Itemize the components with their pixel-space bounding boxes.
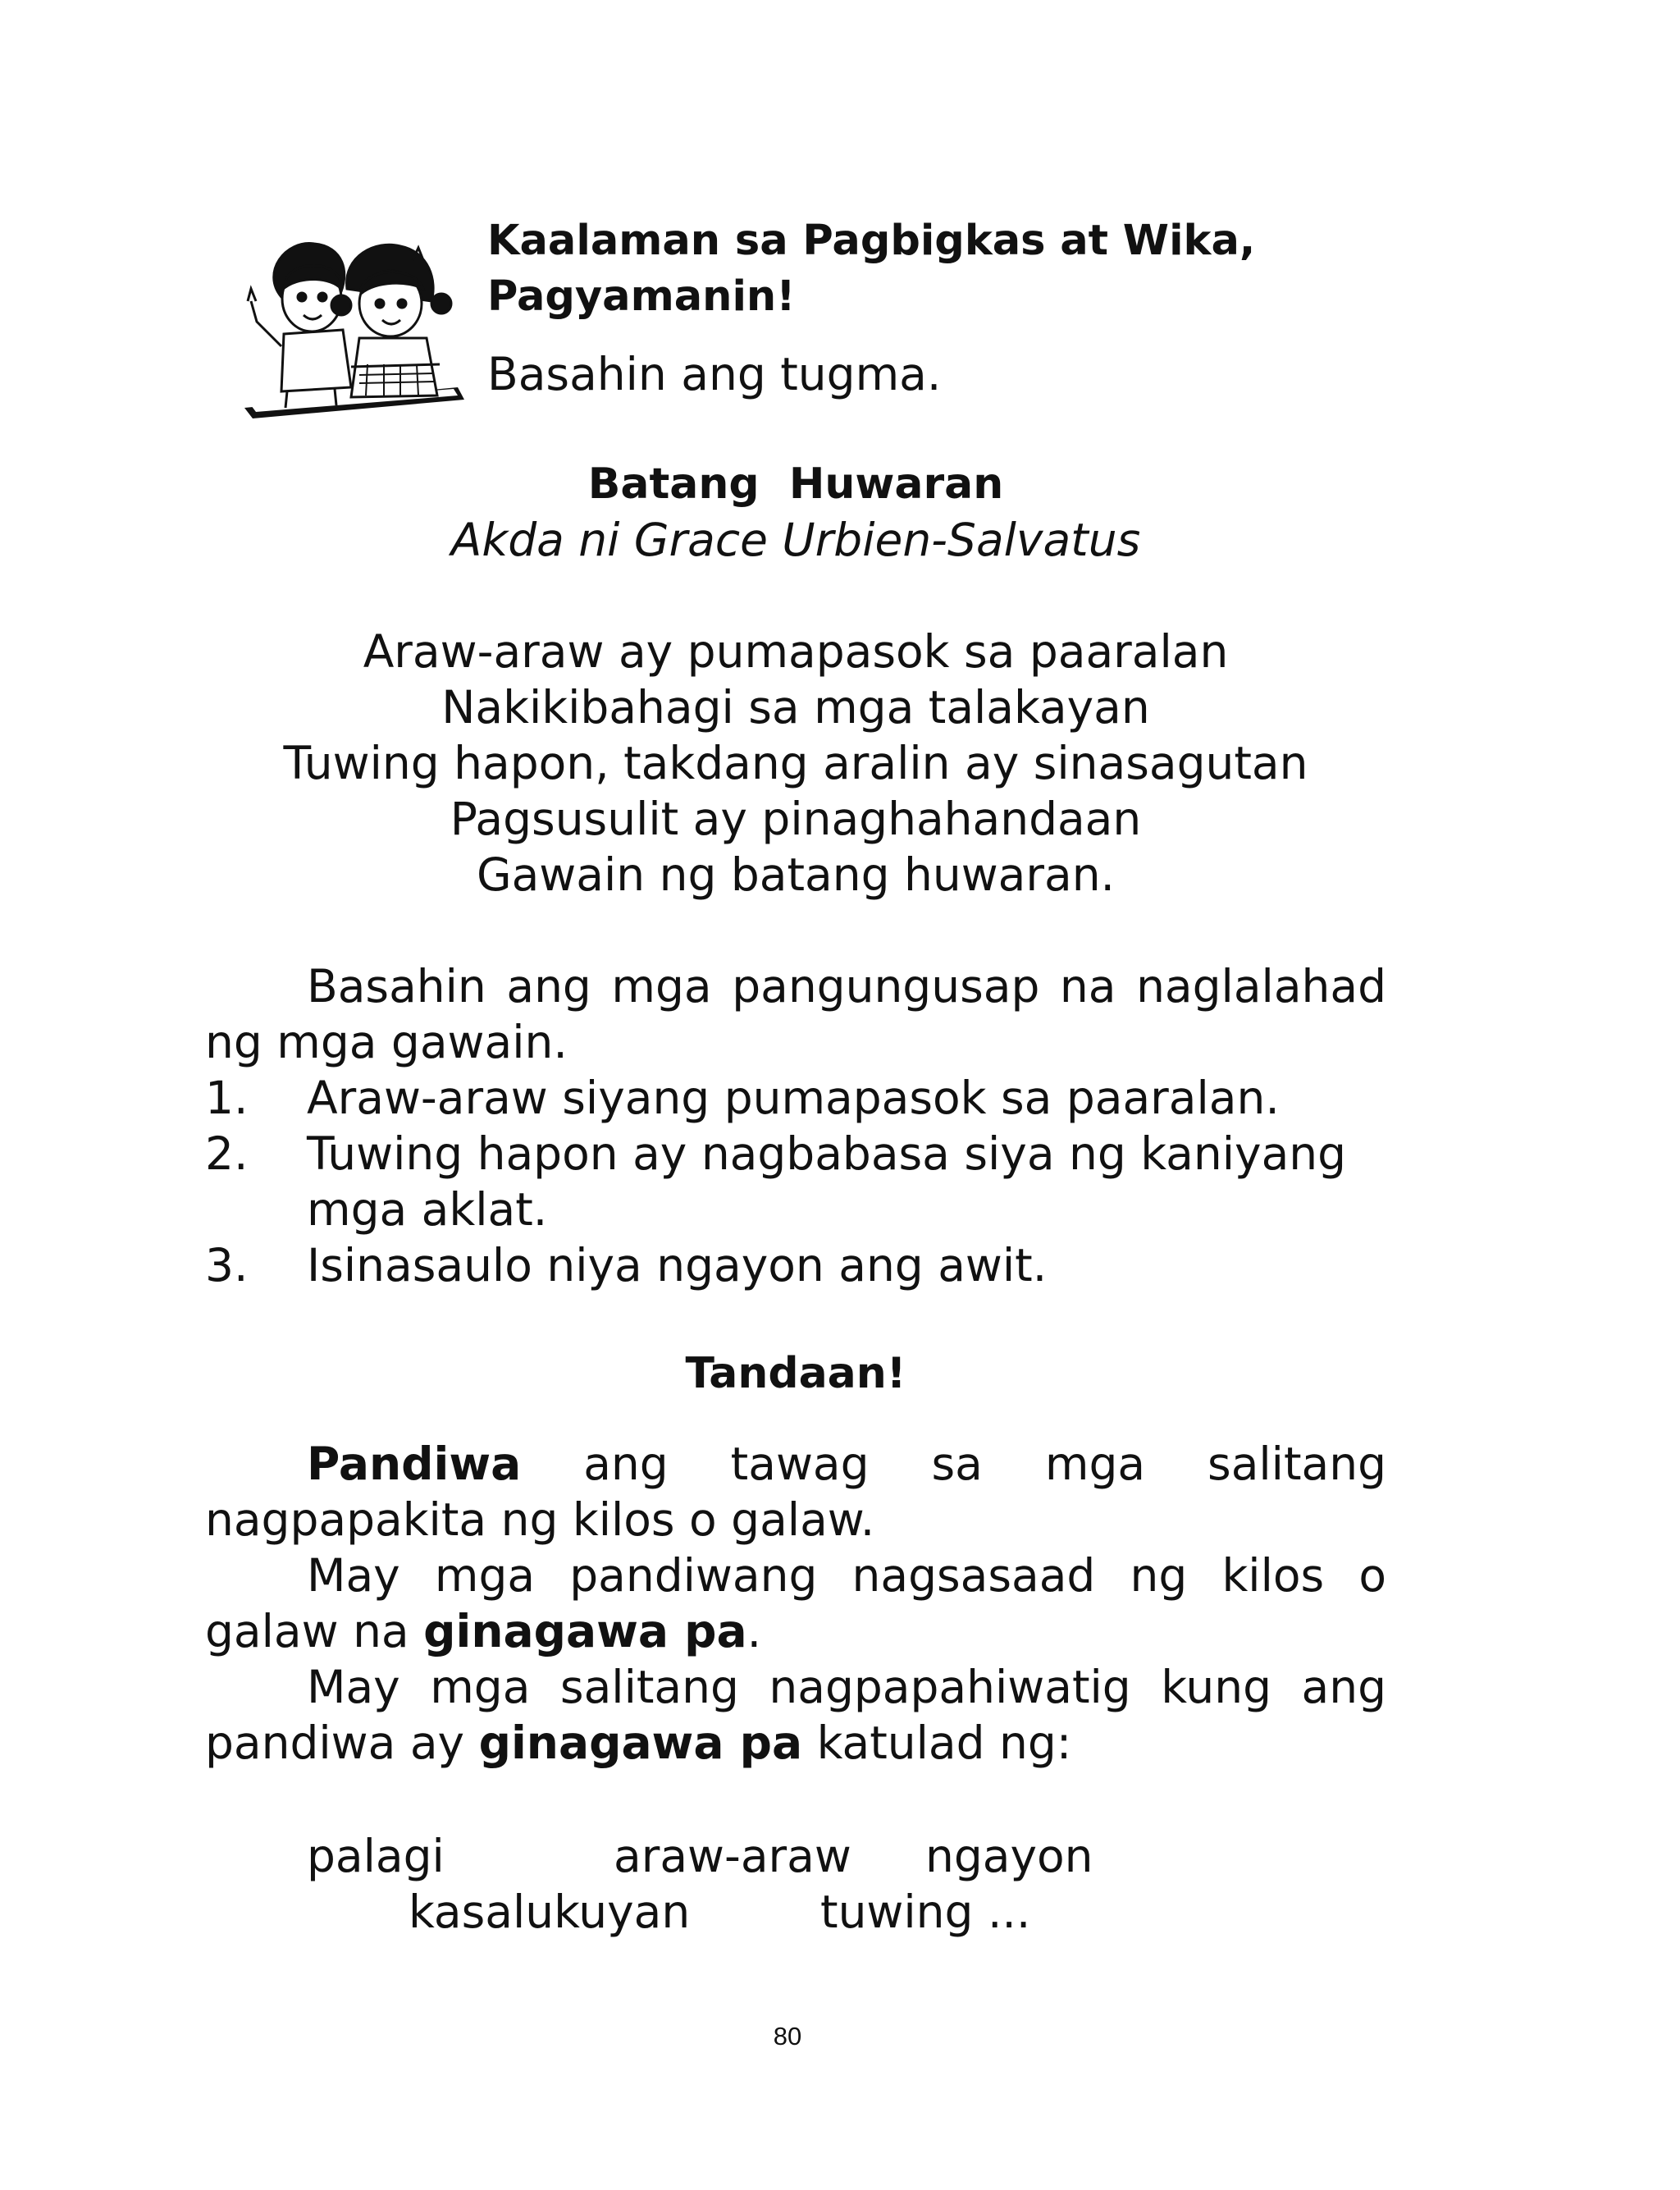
activity-intro: [205, 958, 1386, 1070]
poem-line: Pagsusulit ay pinaghahandaan: [450, 793, 1142, 845]
page-number: 80: [773, 2022, 802, 2051]
list-item: [205, 1070, 1386, 1126]
indicator-line2: [205, 1715, 1386, 1771]
activity-intro-line2: ng mga gawain.: [205, 1016, 568, 1068]
bold-term: ginagawa pa: [478, 1717, 803, 1769]
list-text: Araw-araw siyang pumapasok sa paaralan.: [307, 1072, 1280, 1124]
section-heading-line2: Pagyamanin!: [487, 272, 796, 321]
poem-line: Araw-araw ay pumapasok sa paaralan: [363, 625, 1229, 678]
list-number: 1.: [205, 1072, 249, 1124]
indicator-line1: May mga salitang nagpapahiwatig kung ang: [307, 1661, 1386, 1713]
children-illustration: [236, 223, 466, 420]
poem-line: Tuwing hapon, takdang aralin ay sinasagutan: [283, 737, 1308, 789]
indicator-word: kasalukuyan: [409, 1886, 691, 1938]
term-pandiwa: Pandiwa: [307, 1438, 522, 1490]
indicator-word: ngayon: [925, 1830, 1093, 1882]
indicator-word: araw-araw: [614, 1830, 851, 1882]
list-item: [205, 1237, 1386, 1293]
poem-title: Batang Huwaran: [587, 459, 1004, 509]
indicator-words-paragraph: [205, 1659, 1386, 1771]
definition-line2: nagpapakita ng kilos o galaw.: [205, 1493, 875, 1546]
list-number: 3.: [205, 1239, 249, 1292]
poem-body: [205, 624, 1386, 903]
poem-line: Nakikibahagi sa mga talakayan: [441, 681, 1150, 734]
read-instruction: Basahin ang tugma.: [487, 348, 942, 400]
poem-line: Gawain ng batang huwaran.: [476, 848, 1116, 901]
boy-figure-icon: [248, 244, 351, 408]
sentence-list: [205, 1070, 1386, 1293]
definition-paragraph: [205, 1436, 1386, 1548]
list-number: 2.: [205, 1127, 249, 1180]
section-heading: [487, 213, 1472, 325]
list-item: [205, 1126, 1386, 1237]
text-segment: katulad ng:: [802, 1717, 1072, 1769]
indicator-word: tuwing ...: [820, 1886, 1031, 1938]
definition-text: ang tawag sa mga salitang: [521, 1438, 1386, 1490]
definition-line1: [205, 1436, 1386, 1492]
text-segment: galaw na: [205, 1605, 424, 1657]
ongoing-line2: [205, 1603, 1386, 1659]
indicator-word: palagi: [307, 1830, 445, 1882]
list-text: Isinasaulo niya ngayon ang awit.: [307, 1239, 1048, 1292]
text-segment: .: [746, 1605, 762, 1657]
list-text-block: [307, 1126, 1386, 1237]
remember-heading: Tandaan!: [685, 1349, 906, 1398]
section-heading-line1: Kaalaman sa Pagbigkas at Wika,: [487, 217, 1256, 265]
list-text: mga aklat.: [307, 1183, 548, 1236]
ongoing-line1: May mga pandiwang nagsasaad ng kilos o: [307, 1549, 1386, 1602]
bold-term: ginagawa pa: [423, 1605, 747, 1657]
list-text: Tuwing hapon ay nagbabasa siya ng kaniyang: [307, 1127, 1347, 1180]
indicator-word-list: [205, 1828, 1386, 1940]
text-segment: pandiwa ay: [205, 1717, 479, 1769]
activity-intro-line1: Basahin ang mga pangungusap na naglalahad: [307, 960, 1386, 1013]
poem-author: Akda ni Grace Urbien-Salvatus: [450, 514, 1141, 566]
ongoing-action-paragraph: [205, 1548, 1386, 1659]
